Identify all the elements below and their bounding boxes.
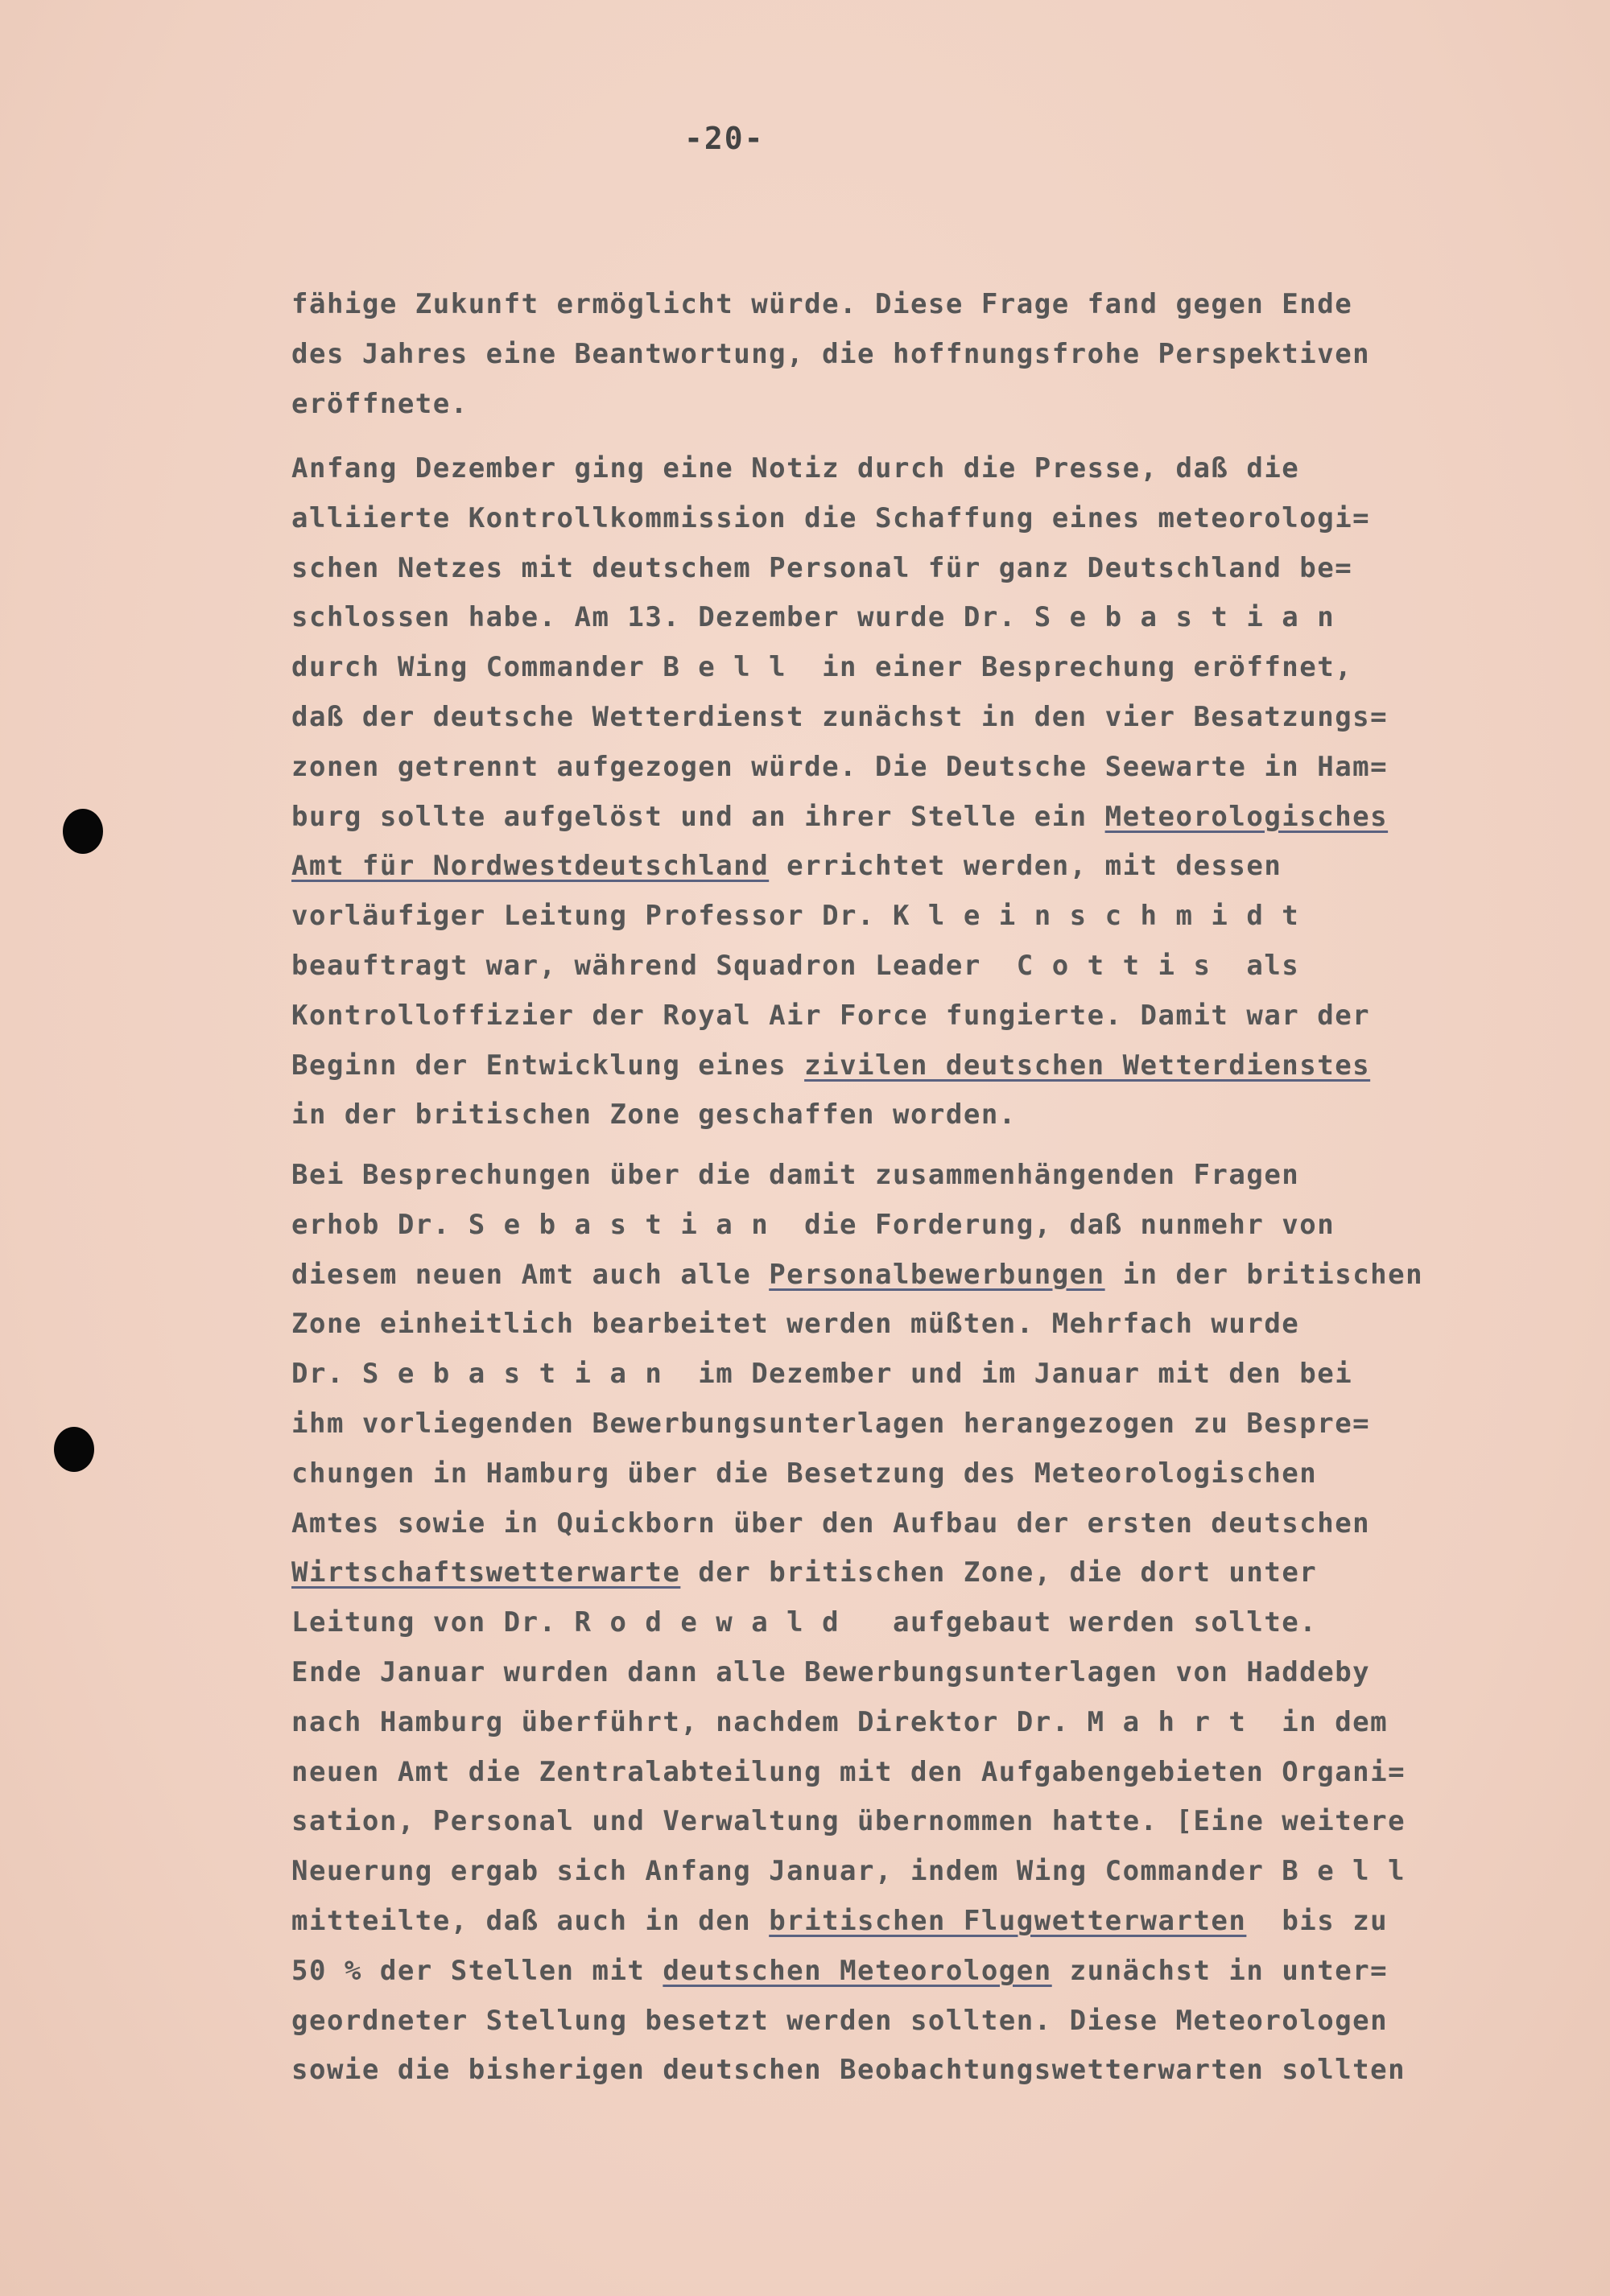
text-segment: mitteilte, daß auch in den xyxy=(291,1904,770,1937)
text-segment: 50 % der Stellen mit xyxy=(291,1954,663,1987)
text-segment: erhob Dr. S e b a s t i a n die Forderung, daß nunmehr von xyxy=(291,1208,1335,1241)
paragraph xyxy=(291,444,1563,1140)
text-segment: geordneter Stellung besetzt werden sollten. Diese Meteorologen xyxy=(291,2004,1389,2037)
text-line xyxy=(291,1598,1563,1648)
text-segment: daß der deutsche Wetterdienst zunächst in den vier Besatzungs= xyxy=(291,700,1389,733)
text-line xyxy=(291,2046,1563,2096)
text-line xyxy=(291,991,1563,1041)
text-segment: in der britischen Zone geschaffen worden. xyxy=(291,1099,1017,1132)
text-segment: schlossen habe. Am 13. Dezember wurde Dr. S e b a s t i a n xyxy=(291,601,1335,634)
text-segment: bis zu xyxy=(1246,1904,1389,1937)
underlined-text: Meteorologisches xyxy=(1104,800,1389,833)
text-segment: fähige Zukunft ermöglicht würde. Diese Frage fand gegen Ende xyxy=(291,288,1353,320)
paragraph xyxy=(291,1151,1563,2096)
page-number: -20- xyxy=(684,121,765,156)
text-segment: nach Hamburg überführt, nachdem Direktor Dr. M a h r t in dem xyxy=(291,1705,1389,1738)
paragraph xyxy=(291,280,1563,429)
text-line xyxy=(291,280,1563,330)
text-line xyxy=(291,743,1563,793)
text-line xyxy=(291,1399,1563,1449)
text-line xyxy=(291,1201,1563,1251)
text-line xyxy=(291,1797,1563,1847)
text-line xyxy=(291,793,1563,843)
text-segment: der britischen Zone, die dort unter xyxy=(680,1556,1318,1589)
underlined-text: Amt für Nordwestdeutschland xyxy=(291,850,770,883)
text-segment: schen Netzes mit deutschem Personal für ganz Deutschland be= xyxy=(291,551,1353,584)
text-line xyxy=(291,1698,1563,1748)
text-line xyxy=(291,593,1563,643)
text-segment: Ende Januar wurden dann alle Bewerbungsunterlagen von Haddeby xyxy=(291,1655,1371,1688)
text-segment: in der britischen xyxy=(1104,1258,1424,1291)
text-line xyxy=(291,1897,1563,1947)
text-segment: ihm vorliegenden Bewerbungsunterlagen herangezogen zu Bespre= xyxy=(291,1407,1371,1440)
text-segment: diesem neuen Amt auch alle xyxy=(291,1258,770,1291)
text-segment: chungen in Hamburg über die Besetzung des Meteorologischen xyxy=(291,1457,1318,1490)
text-line xyxy=(291,1648,1563,1698)
text-line xyxy=(291,842,1563,892)
underlined-text: Wirtschaftswetterwarte xyxy=(291,1556,681,1589)
text-line xyxy=(291,1997,1563,2047)
text-segment: errichtet werden, mit dessen xyxy=(769,850,1282,883)
text-line xyxy=(291,1151,1563,1201)
text-line xyxy=(291,1548,1563,1598)
text-line xyxy=(291,1350,1563,1399)
text-segment: eröffnete. xyxy=(291,387,469,420)
text-segment: des Jahres eine Beantwortung, die hoffnungsfrohe Perspektiven xyxy=(291,337,1371,370)
text-segment: Anfang Dezember ging eine Notiz durch die Presse, daß die xyxy=(291,452,1300,484)
text-line xyxy=(291,1041,1563,1091)
text-line xyxy=(291,892,1563,942)
text-segment: zunächst in unter= xyxy=(1051,1954,1389,1987)
text-line xyxy=(291,1847,1563,1897)
text-segment: Zone einheitlich bearbeitet werden müßten. Mehrfach wurde xyxy=(291,1308,1300,1341)
punch-hole xyxy=(54,1427,94,1472)
text-segment: sation, Personal und Verwaltung übernommen hatte. [Eine weitere xyxy=(291,1805,1406,1838)
text-line xyxy=(291,693,1563,743)
underlined-text: Personalbewerbungen xyxy=(769,1258,1105,1291)
text-segment: vorläufiger Leitung Professor Dr. K l e i n s c h m i d t xyxy=(291,900,1300,933)
text-segment: burg sollte aufgelöst und an ihrer Stelle ein xyxy=(291,800,1105,833)
text-line xyxy=(291,1300,1563,1350)
text-segment: sowie die bisherigen deutschen Beobachtungswetterwarten sollten xyxy=(291,2054,1406,2087)
text-segment: Amtes sowie in Quickborn über den Aufbau der ersten deutschen xyxy=(291,1507,1371,1540)
underlined-text: zivilen deutschen Wetterdienstes xyxy=(804,1049,1371,1082)
text-line xyxy=(291,643,1563,693)
underlined-text: britischen Flugwetterwarten xyxy=(769,1904,1247,1937)
text-line xyxy=(291,1090,1563,1140)
text-line xyxy=(291,544,1563,594)
text-segment: Kontrolloffizier der Royal Air Force fungierte. Damit war der xyxy=(291,999,1371,1032)
text-segment: Bei Besprechungen über die damit zusammenhängenden Fragen xyxy=(291,1159,1300,1191)
text-line xyxy=(291,942,1563,991)
text-segment: neuen Amt die Zentralabteilung mit den Aufgabengebieten Organi= xyxy=(291,1755,1406,1788)
underlined-text: deutschen Meteorologen xyxy=(663,1954,1052,1987)
text-line xyxy=(291,1947,1563,1997)
text-segment: alliierte Kontrollkommission die Schaffung eines meteorologi= xyxy=(291,501,1371,534)
text-line xyxy=(291,1499,1563,1549)
text-segment: Beginn der Entwicklung eines xyxy=(291,1049,805,1082)
punch-hole xyxy=(63,809,103,854)
text-line xyxy=(291,380,1563,430)
text-line xyxy=(291,494,1563,544)
text-segment: beauftragt war, während Squadron Leader C o t t i s als xyxy=(291,949,1300,982)
text-segment: Dr. S e b a s t i a n im Dezember und im Januar mit den bei xyxy=(291,1358,1353,1391)
text-line xyxy=(291,330,1563,380)
text-line xyxy=(291,444,1563,494)
text-line xyxy=(291,1251,1563,1301)
text-segment: zonen getrennt aufgezogen würde. Die Deutsche Seewarte in Ham= xyxy=(291,750,1389,783)
text-segment: Leitung von Dr. R o d e w a l d aufgebaut werden sollte. xyxy=(291,1606,1318,1639)
text-line xyxy=(291,1449,1563,1499)
text-segment: Neuerung ergab sich Anfang Januar, indem Wing Commander B e l l xyxy=(291,1855,1406,1888)
text-segment: durch Wing Commander B e l l in einer Besprechung eröffnet, xyxy=(291,651,1353,684)
text-line xyxy=(291,1748,1563,1798)
